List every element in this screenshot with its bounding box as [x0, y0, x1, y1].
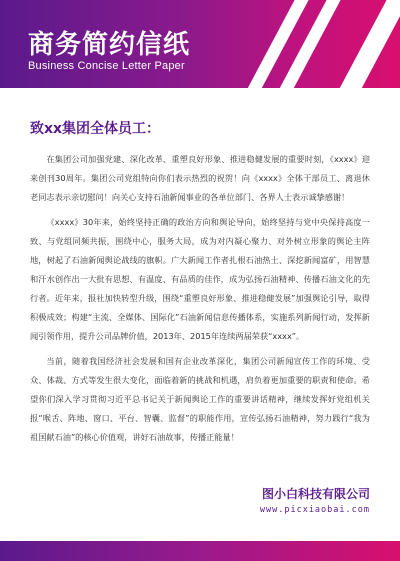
decorative-stripe — [323, 0, 400, 88]
letter-paragraph: 《xxxx》30年来，始终坚持正确的政治方向和舆论导向，始终坚持与党中央保持高度一致、与党组同频共振，围绕中心，服务大局，成为对内凝心聚力、对外树立形象的舆论主阵地，树起了石油新闻舆论战线的旗帜。广大新闻工作者扎根石油热土、深挖新闻富矿，用智慧和汗水创作出一大批有思想、有温度、有品质的佳作，成为弘扬石油精神、传播石油文化的先行者。近年来，报社加快转型升级，围绕“重塑良好形象、推进稳健发展”加强舆论引导，取得积极成效；构建“主流、全媒体、国际化”石油新闻信息传播体系，实施系列新闻行动，发挥新闻引领作用，提升公司品牌价值，2013年、2015年连续两届荣获“xxxx”。 — [30, 217, 370, 341]
letter-body — [30, 150, 370, 453]
signature-website: www.picxiaobai.com — [259, 505, 370, 515]
letter-paragraph: 当前，随着我国经济社会发展和国有企业改革深化，集团公司新闻宣传工作的环境、受众、体裁、方式等发生很大变化，面临着新的挑战和机遇，肩负着更加重要的职责和使命。希望你们深入学习贯彻习近平总书记关于新闻舆论工作的重要讲话精神，继续发挥好党组机关报“喉舌、阵地、窗口、平台、智囊、监督”的职能作用，宣传弘扬石油精神，努力践行“我为祖国献石油”的核心价值观，讲好石油故事，传播正能量！ — [30, 356, 370, 442]
header-banner — [0, 0, 400, 88]
header-title: 商务简约信纸 — [28, 30, 191, 60]
letter-greeting: 致xx集团全体员工： — [30, 121, 161, 137]
signature-company: 图小白科技有限公司 — [261, 487, 370, 501]
footer-bar — [0, 541, 400, 561]
letter-paragraph: 在集团公司加强党建、深化改革、重塑良好形象、推进稳健发展的重要时刻，《xxxx》迎来创刊30周年。集团公司党组特向你们表示热烈的祝贺！向《xxxx》全体干部员工、离退休老同志表示亲切慰问！向关心支持石油新闻事业的各单位部门、各界人士表示诚挚感谢！ — [30, 154, 370, 202]
header-subtitle: Business Concise Letter Paper — [28, 60, 185, 72]
